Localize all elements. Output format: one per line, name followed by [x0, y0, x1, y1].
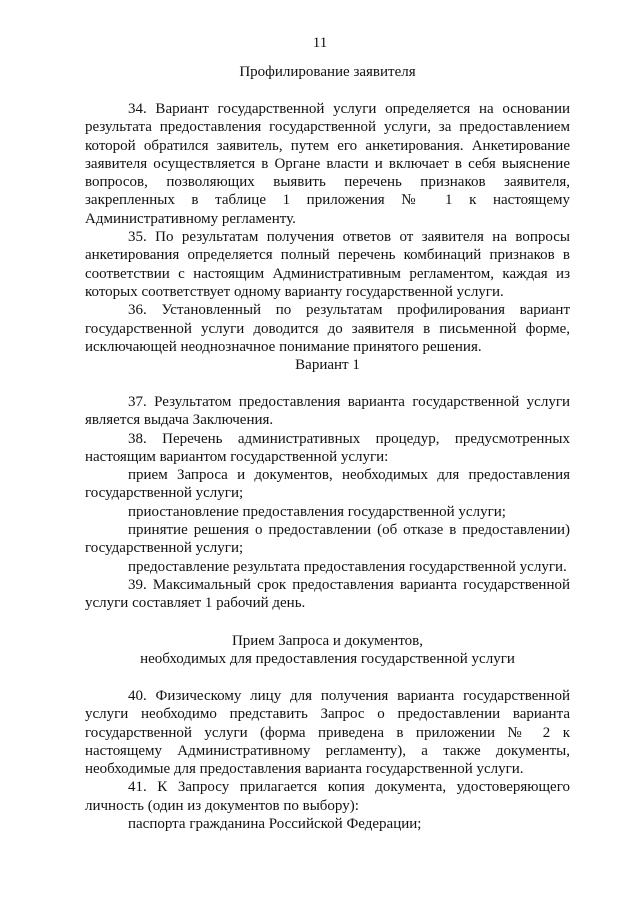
procedure-list-item: прием Запроса и документов, необходимых для предоставления государственной услуги;	[85, 467, 570, 502]
section-heading-request-line-2: необходимых для предоставления государственной услуги	[140, 651, 515, 667]
procedure-list-item: приостановление предоставления государственной услуги;	[128, 503, 506, 520]
paragraph-35: 35. По результатам получения ответов от заявителя на вопросы анкетирования определяется полный перечень комбинаций признаков в соответствии с настоящим Административным регламентом, каждая из которых соответствует одному варианту государственной услуги.	[85, 229, 570, 300]
paragraph-39: 39. Максимальный срок предоставления варианта государственной услуги составляет 1 рабочий день.	[85, 576, 570, 612]
variant-1-paragraphs	[85, 393, 570, 613]
paragraph-37: 37. Результатом предоставления варианта государственной услуги является выдача Заключения.	[85, 394, 570, 429]
section-heading-profiling: Профилирование заявителя	[239, 64, 416, 80]
procedure-list-item: предоставление результата предоставления государственной услуги.	[128, 558, 567, 575]
procedure-list-item: принятие решения о предоставлении (об отказе в предоставлении) государственной услуги;	[85, 522, 570, 557]
section-heading-request-line-1: Прием Запроса и документов,	[231, 633, 424, 649]
paragraph-40: 40. Физическому лицу для получения варианта государственной услуги необходимо представить Запрос о предоставлении варианта государственной услуги (форма приведена в приложении № 2 к настоящему Административному регламенту), а также документы, необходимые для предоставления варианта государственной услуги.	[85, 688, 570, 778]
page-number: 11	[312, 35, 328, 51]
profiling-paragraphs	[85, 100, 570, 356]
request-paragraphs	[85, 687, 570, 833]
paragraph-38: 38. Перечень административных процедур, предусмотренных настоящим вариантом государственной услуги:	[85, 430, 570, 465]
paragraph-36: 36. Установленный по результатам профилирования вариант государственной услуги доводится до заявителя в письменной форме, исключающей неоднозначное понимание принятого решения.	[85, 302, 570, 355]
section-heading-variant-1: Вариант 1	[295, 357, 360, 373]
paragraph-34: 34. Вариант государственной услуги определяется на основании результата предоставления государственной услуги, за предоставлением которой обратился заявитель, путем его анкетирования. Анкетирование заявителя осуществляется в Органе власти и включает в себя выяснение вопросов, позволяющих выявить перечень признаков заявителя, закрепленных в таблице 1 приложения № 1 к настоящему Административному регламенту.	[85, 101, 570, 227]
document-list-item: паспорта гражданина Российской Федерации;	[128, 816, 422, 833]
paragraph-41: 41. К Запросу прилагается копия документа, удостоверяющего личность (один из документов по выбору):	[85, 779, 570, 814]
